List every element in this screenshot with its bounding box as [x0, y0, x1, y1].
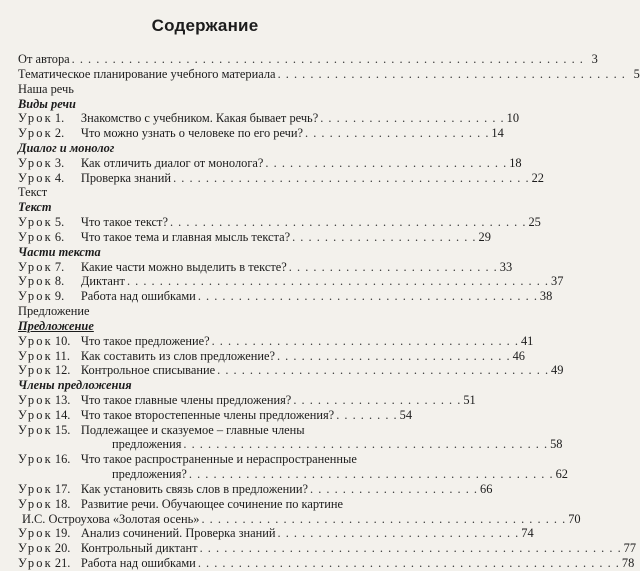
lesson-number: 19. — [54, 526, 71, 541]
toc-entry-lesson-7 — [18, 259, 513, 275]
toc-entry-lesson-9 — [18, 289, 553, 304]
page-number: 54 — [399, 407, 413, 422]
lesson-number: 7. — [54, 259, 65, 274]
lesson-label: Урок — [18, 274, 53, 289]
page-number: 5 — [633, 66, 640, 81]
lesson-label: Урок — [18, 348, 53, 363]
lesson-label: Урок — [18, 526, 53, 541]
toc-entry-lesson-6 — [18, 229, 491, 245]
lesson-label: Урок — [18, 392, 53, 407]
page-number: 38 — [539, 289, 553, 304]
lesson-label: Урок — [18, 422, 53, 437]
leader-dots: . . . . . . . . . . . . . . . . . . . . . . . . . . . . . — [276, 348, 511, 363]
lesson-number: 2. — [54, 126, 65, 141]
lesson-number: 1. — [54, 111, 65, 126]
leader-dots: . . . . . . . . . . . . . . . . . . . . . . . . . . . . . . . . . . . . . . . . . . . . . . . . . . . . — [126, 274, 550, 289]
toc-entry-lesson-1 — [18, 111, 520, 126]
page-number: 62 — [555, 467, 568, 482]
toc-entry-lesson-17 — [18, 481, 493, 497]
entry-text: Работа над ошибками — [80, 556, 196, 570]
leader-dots: . . . . . . . . . . . . . . . . . . . . . . . . . . . . . . . . . . . . . . . . . . . . . . . . . . . . — [197, 556, 620, 570]
section-heading: Текст — [18, 185, 48, 200]
toc-entry-lesson-3 — [18, 155, 522, 171]
toc-entry-author — [18, 52, 598, 67]
entry-text: И.С. Остроухова «Золотая осень» — [22, 511, 200, 526]
lesson-number: 11. — [54, 348, 70, 363]
page-number: 70 — [568, 511, 581, 526]
lesson-number: 4. — [54, 170, 65, 185]
subsection-heading: Виды речи — [18, 96, 76, 111]
page-number: 51 — [463, 392, 476, 407]
entry-text: Контрольное списывание — [80, 363, 216, 378]
toc-entry-lesson-21 — [18, 556, 635, 571]
leader-dots: . . . . . . . . . . . . . . . . . . . . . . . — [292, 229, 477, 244]
leader-dots: . . . . . . . . . . . . . . . . . . . . . . . . . . . . . . . . . . . . . . . . . . . . . . . . . . . . — [199, 541, 622, 556]
lesson-label: Урок — [18, 496, 53, 511]
lesson-number: 20. — [54, 541, 71, 556]
lesson-number: 12. — [54, 363, 71, 378]
lesson-label: Урок — [18, 215, 53, 230]
lesson-label: Урок — [18, 481, 53, 496]
toc-entry-lesson-13 — [18, 392, 476, 408]
page-number: 74 — [521, 526, 534, 541]
lesson-number: 15. — [54, 422, 71, 437]
subsection-heading: Члены предложения — [18, 378, 132, 393]
entry-text: Что можно узнать о человеке по его речи? — [80, 126, 304, 141]
page-number: 22 — [531, 170, 544, 185]
entry-text: Анализ сочинений. Проверка знаний — [80, 526, 276, 541]
page-number: 58 — [550, 437, 563, 452]
subsection-heading: Текст — [18, 200, 52, 215]
lesson-number: 9. — [54, 289, 65, 304]
lesson-label: Урок — [18, 289, 53, 304]
toc-entry-lesson-18-cont — [18, 511, 581, 527]
leader-dots: . . . . . . . . . . . . . . . . . . . . . — [310, 481, 479, 496]
entry-text: Проверка знаний — [80, 170, 172, 185]
leader-dots: . . . . . . . . . . . . . . . . . . . . . . . . . . . . . . . . . . . . . . . . . . . . — [173, 170, 530, 185]
lesson-label: Урок — [18, 541, 53, 556]
entry-text: Какие части можно выделить в тексте? — [80, 259, 287, 274]
toc-entry-lesson-15 — [18, 423, 401, 438]
section-heading: Наша речь — [18, 81, 74, 96]
toc-entry-lesson-11 — [18, 348, 525, 364]
lesson-label: Урок — [18, 333, 53, 348]
lesson-label: Урок — [18, 452, 53, 467]
page-number: 78 — [621, 556, 635, 570]
entry-text: Диктант — [80, 274, 125, 289]
toc-entry-lesson-14 — [18, 407, 413, 423]
toc-entry-lesson-18 — [18, 497, 401, 512]
leader-dots: . . . . . . . . . . . . . . . . . . . . . . . . . . . . . . . . . . . . . . . . . . . . . — [183, 437, 549, 452]
lesson-label: Урок — [18, 259, 53, 274]
lesson-number: 18. — [54, 496, 71, 511]
entry-text: Что такое главные члены предложения? — [80, 392, 292, 407]
toc-entry-planning — [18, 66, 640, 82]
lesson-label: Урок — [18, 407, 53, 422]
entry-text: Что такое второстепенные члены предложения? — [80, 407, 335, 422]
leader-dots: . . . . . . . . . . . . . . . . . . . . . . . . . . . . . . — [265, 155, 508, 170]
toc-entry-lesson-5 — [18, 215, 541, 230]
entry-text: Работа над ошибками — [80, 289, 196, 304]
toc-entry-lesson-19 — [18, 526, 534, 541]
subsection-heading: Диалог и монолог — [18, 140, 115, 155]
lesson-number: 5. — [54, 215, 65, 230]
lesson-number: 8. — [54, 274, 65, 289]
entry-text: Как составить из слов предложение? — [80, 348, 275, 363]
entry-text: Что такое распространенные и нераспространенные — [80, 452, 357, 467]
leader-dots: . . . . . . . . . . . . . . . . . . . . . . . . . . . . . . . . . . . . . . . . . . . . . . . . . . . . . . . . . . . . . . . — [71, 52, 584, 66]
leader-dots: . . . . . . . . . . . . . . . . . . . . . . . . . . . . . . . . . . . . . . . . . . . — [277, 66, 626, 81]
toc-entry-lesson-16 — [18, 452, 401, 467]
page-number: 46 — [512, 348, 525, 363]
lesson-number: 16. — [54, 452, 71, 467]
lesson-label: Урок — [18, 155, 53, 170]
entry-text: Что такое тема и главная мысль текста? — [80, 229, 291, 244]
entry-text: Знакомство с учебником. Какая бывает речь? — [80, 111, 319, 126]
subsection-heading: Части текста — [18, 244, 101, 259]
leader-dots: . . . . . . . . . . . . . . . . . . . . . . . . . . . . . . . . . . . . . . . . . . . . . — [201, 511, 567, 526]
page-number: 66 — [480, 481, 493, 496]
entry-text: Как установить связь слов в предложении? — [80, 481, 308, 496]
lesson-number: 10. — [54, 333, 71, 348]
lesson-number: 3. — [54, 155, 65, 170]
leader-dots: . . . . . . . . . . . . . . . . . . . . . . . — [305, 126, 490, 141]
leader-dots: . . . . . . . . . . . . . . . . . . . . . . . . . . . . . . — [277, 526, 520, 541]
page-number: 14 — [491, 126, 504, 141]
entry-text: предложения — [112, 437, 182, 452]
toc-entry-lesson-12 — [18, 363, 564, 378]
page-number: 37 — [551, 274, 564, 289]
page-title: Содержание — [151, 16, 259, 35]
entry-text: Подлежащее и сказуемое – главные члены — [80, 422, 305, 437]
leader-dots: . . . . . . . . . . . . . . . . . . . . . — [293, 392, 462, 407]
leader-dots: . . . . . . . . . . . . . . . . . . . . . . . . . . . . . . . . . . . . . . . . . . . . . — [188, 467, 554, 482]
toc-entry-lesson-8 — [18, 274, 564, 289]
subsection-heading: Предложение — [18, 318, 94, 333]
entry-text: От автора — [18, 52, 70, 66]
lesson-label: Урок — [18, 170, 53, 185]
lesson-label: Урок — [18, 229, 53, 244]
page-number: 10 — [506, 111, 520, 126]
lesson-number: 6. — [54, 229, 65, 244]
toc-entry-lesson-4 — [18, 170, 544, 186]
page-number: 41 — [520, 333, 534, 348]
entry-text: Контрольный диктант — [80, 541, 198, 556]
entry-text: Что такое предложение? — [80, 333, 210, 348]
entry-text: Тематическое планирование учебного материала — [18, 66, 276, 81]
toc-entry-lesson-2 — [18, 126, 504, 141]
leader-dots: . . . . . . . . — [336, 407, 398, 422]
page-number: 25 — [528, 215, 541, 230]
entry-text: Как отличить диалог от монолога? — [80, 155, 264, 170]
leader-dots: . . . . . . . . . . . . . . . . . . . . . . . . . . . . . . . . . . . . . . . . . . — [197, 289, 538, 304]
entry-text: предложения? — [112, 467, 187, 482]
lesson-label: Урок — [18, 111, 53, 126]
page-number: 49 — [551, 363, 564, 378]
leader-dots: . . . . . . . . . . . . . . . . . . . . . . . — [320, 111, 505, 126]
lesson-label: Урок — [18, 363, 53, 378]
lesson-label: Урок — [18, 126, 53, 141]
toc-entry-lesson-20 — [18, 541, 637, 556]
toc-entry-lesson-15-cont — [18, 437, 563, 452]
leader-dots: . . . . . . . . . . . . . . . . . . . . . . . . . . — [288, 259, 498, 274]
leader-dots: . . . . . . . . . . . . . . . . . . . . . . . . . . . . . . . . . . . . . . . . . . . . — [169, 215, 527, 230]
lesson-label: Урок — [18, 556, 53, 570]
entry-text: Что такое текст? — [80, 215, 168, 230]
page-number: 18 — [509, 155, 522, 170]
page-number: 77 — [623, 541, 637, 556]
lesson-number: 21. — [54, 556, 71, 570]
toc-entry-lesson-10 — [18, 333, 534, 349]
section-heading: Предложение — [18, 304, 90, 318]
page-number: 33 — [499, 259, 513, 274]
lesson-number: 17. — [54, 481, 71, 496]
toc-entry-lesson-16-cont — [18, 467, 568, 482]
leader-dots: . . . . . . . . . . . . . . . . . . . . . . . . . . . . . . . . . . . . . . . . . — [217, 363, 550, 378]
lesson-number: 13. — [54, 392, 71, 407]
leader-dots: . . . . . . . . . . . . . . . . . . . . . . . . . . . . . . . . . . . . . . — [211, 333, 519, 348]
page-number: 3 — [591, 52, 598, 66]
page-number: 29 — [478, 229, 491, 244]
entry-text: Развитие речи. Обучающее сочинение по картине — [80, 496, 344, 511]
lesson-number: 14. — [54, 407, 71, 422]
